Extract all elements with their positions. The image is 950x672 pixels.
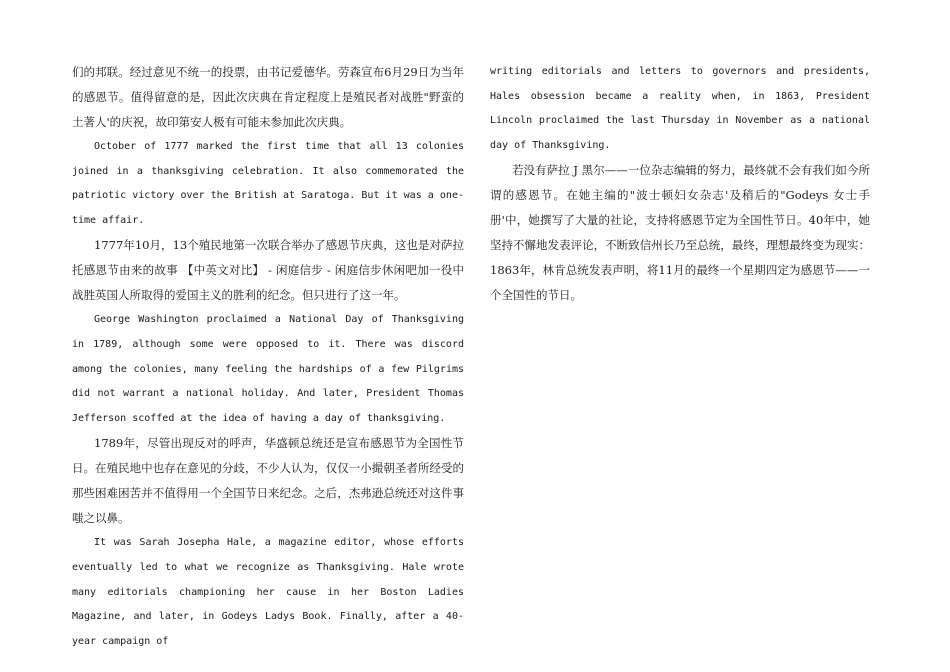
right-column	[490, 60, 870, 308]
paragraph-en-hale-continued: writing editorials and letters to governors and presidents, Hales obsession became a reality when, in 1863, President Lincoln proclaimed the last Thursday in November as a national day of Thanksgiving.	[490, 66, 870, 151]
paragraph-zh-1789: 1789年，尽管出现反对的呼声，华盛顿总统还是宣布感恩节为全国性节日。在殖民地中也存在意见的分歧，不少人认为，仅仅一小撮朝圣者所经受的那些困难困苦并不值得用一个全国节日来纪念。之后，杰弗逊总统还对这件事嗤之以鼻。	[72, 436, 464, 526]
paragraph-zh-1777: 1777年10月，13个殖民地第一次联合举办了感恩节庆典，这也是对萨拉托感恩节由来的故事 【中英文对比】 - 闲庭信步 - 闲庭信步休闲吧加一役中战胜英国人所取得的爱国主义的胜利的纪念。但只进行了这一年。	[72, 238, 464, 303]
paragraph-zh-1: 们的邦联。经过意见不统一的投票，由书记爱德华。劳森宣布6月29日为当年的感恩节。值得留意的是，因此次庆典在肯定程度上是殖民者对战胜"野蛮的土著人'的庆祝，故印第安人极有可能未参加此次庆典。	[72, 65, 464, 129]
paragraph-en-hale: It was Sarah Josepha Hale, a magazine editor, whose efforts eventually led to what we recognize as Thanksgiving. Hale wrote many editorials championing her cause in her Boston Ladies Magazine, and later, in Godeys Ladys Book. Finally, after a 40-year campaign of	[72, 537, 464, 647]
paragraph-en-1789: George Washington proclaimed a National Day of Thanksgiving in 1789, although some were opposed to it. There was discord among the colonies, many feeling the hardships of a few Pilgrims did not warrant a national holiday. And later, President Thomas Jefferson scoffed at the idea of having a day of thanksgiving.	[72, 314, 464, 424]
left-column	[72, 60, 464, 654]
paragraph-en-1777: October of 1777 marked the first time that all 13 colonies joined in a thanksgiving celebration. It also commemorated the patriotic victory over the British at Saratoga. But it was a one-time affair.	[72, 141, 464, 226]
paragraph-zh-hale: 若没有萨拉 J 黑尔——一位杂志编辑的努力，最终就不会有我们如今所谓的感恩节。在她主编的"波士顿妇女杂志'及稍后的"Godeys 女士手册'中，她撰写了大量的社论，支持将感恩节定为全国性节日。40年中，她坚持不懈地发表评论，不断致信州长乃至总统，最终，理想最终变为现实：1863年，林肯总统发表声明，将11月的最终一个星期四定为感恩节——一个全国性的节日。	[490, 163, 870, 303]
